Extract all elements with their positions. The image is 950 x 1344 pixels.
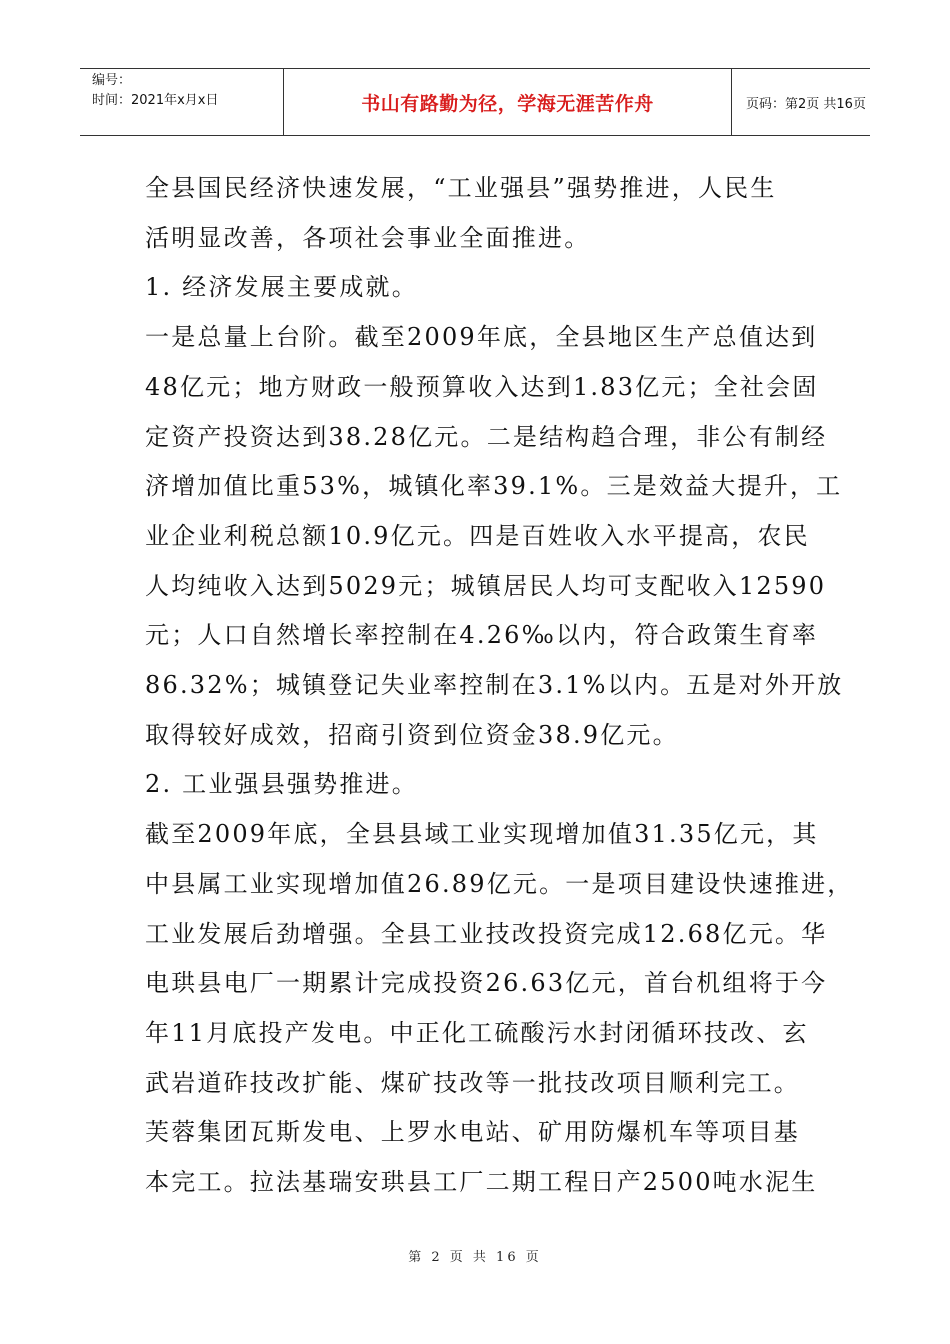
body-line: 中县属工业实现增加值26.89亿元。一是项目建设快速推进，: [145, 869, 854, 898]
body-line: 一是总量上台阶。截至2009年底，全县地区生产总值达到: [145, 323, 818, 352]
document-number-label: 编号：: [92, 73, 132, 88]
body-line: 芙蓉集团瓦斯发电、上罗水电站、矿用防爆机车等项目基: [145, 1118, 800, 1147]
page-footer: 第 2 页 共 16 页: [408, 1250, 542, 1265]
body-line: 48亿元；地方财政一般预算收入达到1.83亿元；全社会固: [145, 372, 819, 401]
body-line: 电珙县电厂一期累计完成投资26.63亿元，首台机组将于今: [145, 969, 828, 998]
body-line: 全县国民经济快速发展，“工业强县”强势推进，人民生: [145, 174, 777, 202]
section-heading: 1. 经济发展主要成就。: [145, 273, 418, 302]
body-line: 业企业利税总额10.9亿元。四是百姓收入水平提高，农民: [145, 521, 810, 550]
body-line: 武岩道砟技改扩能、煤矿技改等一批技改项目顺利完工。: [145, 1068, 800, 1097]
header-page-info: 页码：第2页 共16页: [746, 96, 866, 112]
body-line: 定资产投资达到38.28亿元。二是结构趋合理，非公有制经: [145, 422, 828, 451]
document-time-label: 时间：2021年x月x日: [92, 93, 219, 108]
section-heading: 2. 工业强县强势推进。: [145, 770, 418, 799]
body-line: 济增加值比重53%，城镇化率39.1%。三是效益大提升，工: [145, 472, 843, 501]
body-line: 人均纯收入达到5029元；城镇居民人均可支配收入12590: [145, 571, 827, 600]
body-line: 86.32%；城镇登记失业率控制在3.1%以内。五是对外开放: [145, 671, 844, 700]
body-line: 工业发展后劲增强。全县工业技改投资完成12.68亿元。华: [145, 919, 828, 948]
document-body: [145, 164, 854, 1208]
body-line: 本完工。拉法基瑞安珙县工厂二期工程日产2500吨水泥生: [145, 1168, 818, 1197]
header-motto: 书山有路勤为径，学海无涯苦作舟: [284, 69, 732, 135]
body-line: 取得较好成效，招商引资到位资金38.9亿元。: [145, 720, 679, 749]
header-meta: [80, 69, 284, 135]
body-line: 活明显改善，各项社会事业全面推进。: [145, 223, 591, 252]
body-line: 元；人口自然增长率控制在4.26‰以内，符合政策生育率: [145, 621, 819, 650]
page-header: [80, 68, 870, 136]
body-line: 年11月底投产发电。中正化工硫酸污水封闭循环技改、玄: [145, 1018, 809, 1047]
body-line: 截至2009年底，全县县域工业实现增加值31.35亿元，其: [145, 820, 819, 849]
